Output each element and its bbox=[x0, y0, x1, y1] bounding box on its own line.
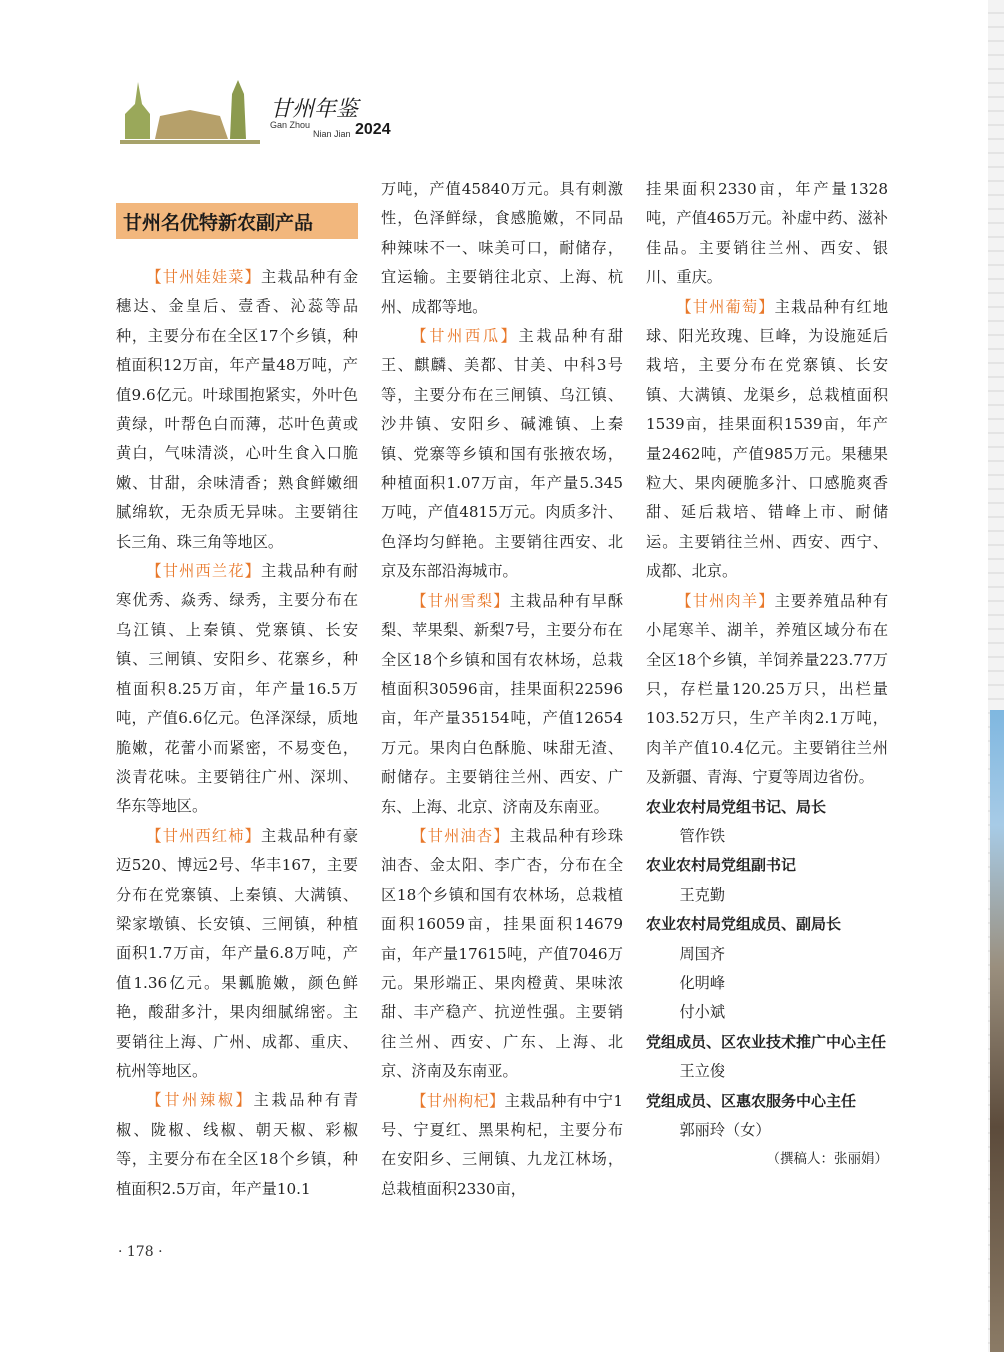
product-name: 【甘州西红柿】 bbox=[146, 826, 261, 845]
product-name: 【甘州雪梨】 bbox=[411, 591, 510, 610]
product-text: 挂果面积2330亩，年产量1328吨，产值465万元。补虚中药、滋补佳品。主要销往兰州、西安、银川、重庆。 bbox=[646, 180, 888, 287]
leader-name: 周国齐 bbox=[679, 944, 725, 963]
product-paragraph-continued bbox=[646, 175, 888, 293]
leader-role: 农业农村局党组成员、副局长 bbox=[646, 915, 842, 934]
product-text: 主栽品种有耐寒优秀、焱秀、绿秀，主要分布在乌江镇、上秦镇、党寨镇、长安镇、三闸镇、安阳乡、花寨乡，种植面积8.25万亩，年产量16.5万吨，产值6.6亿元。色泽深绿，质地脆嫩，花蕾小而紧密，不易变色，淡青花味。主要销往广州、深圳、华东等地区。 bbox=[116, 562, 359, 816]
product-name: 【甘州娃娃菜】 bbox=[146, 268, 261, 286]
product-paragraph bbox=[116, 1086, 358, 1204]
temple-roof bbox=[155, 110, 228, 139]
product-paragraph bbox=[381, 587, 623, 822]
product-name: 【甘州西瓜】 bbox=[411, 327, 519, 346]
product-paragraph bbox=[381, 322, 623, 587]
product-name: 【甘州葡萄】 bbox=[676, 297, 775, 316]
section-title: 甘州名优特新农副产品 bbox=[123, 212, 314, 234]
leader-name: 管作铁 bbox=[679, 826, 725, 845]
product-text: 主栽品种有早酥梨、苹果梨、新梨7号，主要分布在全区18个乡镇和国有农林场，总栽植面积30596亩，挂果面积22596亩，年产量35154吨，产值12654万元。果肉白色酥脆、味甜无渣、耐储存。主要销往兰州、西安、广东、上海、北京、济南及东南亚。 bbox=[381, 591, 624, 816]
product-text: 万吨，产值45840万元。具有刺激性，色泽鲜绿，食感脆嫩，不同品种辣味不一、味美可口，耐储存，宜运输。主要销往北京、上海、杭州、成都等地。 bbox=[381, 180, 623, 316]
product-text: 主栽品种有豪迈520、博远2号、华丰167，主要分布在党寨镇、上秦镇、大满镇、梁家墩镇、长安镇、三闸镇，种植面积1.7万亩，年产量6.8万吨，产值1.36亿元。果瓤脆嫩，颜色鲜艳，酸甜多汁，果肉细腻绵密。主要销往上海、广州、成都、重庆、杭州等地区。 bbox=[116, 826, 359, 1080]
product-paragraph bbox=[646, 293, 888, 587]
leader-role: 党组成员、区农业技术推广中心主任 bbox=[646, 1032, 887, 1051]
column-3 bbox=[646, 175, 888, 1175]
column-1 bbox=[116, 263, 358, 1204]
product-text: 主栽品种有金穗达、金皇后、壹香、沁蕊等品种，主要分布在全区17个乡镇，种植面积12万亩，年产量48万吨，产值9.6亿元。叶球围抱紧实，外叶色黄绿，叶帮色白而薄，芯叶色黄或黄白，气味清淡，心叶生食入口脆嫩、甘甜，余味清香；熟食鲜嫩细腻绵软，无杂质无异味。主要销往长三角、珠三角等地区。 bbox=[116, 268, 359, 551]
product-paragraph bbox=[381, 822, 623, 1087]
product-name: 【甘州枸杞】 bbox=[411, 1091, 505, 1110]
leader-role: 农业农村局党组副书记 bbox=[646, 856, 797, 875]
page-number: · 178 · bbox=[118, 1244, 163, 1260]
ground bbox=[120, 140, 260, 144]
product-paragraph bbox=[381, 1087, 623, 1205]
product-paragraph-continued bbox=[381, 175, 623, 322]
product-text: 主要养殖品种有小尾寒羊、湖羊，养殖区域分布在全区18个乡镇，羊饲养量223.77万只，存栏量120.25万只，出栏量103.52万只，生产羊肉2.1万吨，肉羊产值10.4亿元。主要销往兰州及新疆、青海、宁夏等周边省份。 bbox=[646, 591, 889, 787]
leader-role: 农业农村局党组书记、局长 bbox=[646, 797, 827, 816]
product-text: 主栽品种有中宁1号、宁夏红、黑果枸杞，主要分布在安阳乡、三闸镇、九龙江林场，总栽植面积2330亩， bbox=[381, 1091, 623, 1198]
logo-year: 2024 bbox=[355, 121, 391, 138]
logo-pinyin-2: Nian Jian bbox=[313, 129, 351, 139]
product-paragraph bbox=[116, 822, 358, 1087]
leader-name: 化明峰 bbox=[679, 973, 725, 992]
leader-role: 党组成员、区惠农服务中心主任 bbox=[646, 1091, 857, 1110]
section-title-box bbox=[116, 203, 358, 239]
edge-photo bbox=[990, 710, 1004, 1352]
pagoda-left bbox=[125, 82, 150, 139]
column-2 bbox=[381, 175, 623, 1204]
leader-name: 王克勤 bbox=[679, 885, 725, 904]
leader-name: 郭丽玲（女） bbox=[679, 1121, 771, 1139]
product-name: 【甘州油杏】 bbox=[411, 826, 510, 845]
product-name: 【甘州西兰花】 bbox=[146, 562, 261, 581]
product-paragraph bbox=[646, 587, 888, 793]
pagoda-right bbox=[230, 80, 246, 139]
product-text: 主栽品种有甜王、麒麟、美都、甘美、中科3号等，主要分布在三闸镇、乌江镇、沙井镇、安阳乡、碱滩镇、上秦镇、党寨等乡镇和国有张掖农场，种植面积1.07万亩，年产量5.345万吨，产值4815万元。肉质多汁、色泽均匀鲜艳。主要销往西安、北京及东部沿海城市。 bbox=[381, 327, 624, 581]
product-name: 【甘州辣椒】 bbox=[146, 1091, 254, 1110]
author-credit: （撰稿人：张丽娟） bbox=[766, 1151, 888, 1168]
leader-name: 王立俊 bbox=[679, 1062, 725, 1081]
product-text: 主栽品种有青椒、陇椒、线椒、朝天椒、彩椒等，主要分布在全区18个乡镇，种植面积2.5万亩，年产量10.1 bbox=[116, 1091, 359, 1198]
product-name: 【甘州肉羊】 bbox=[676, 591, 775, 610]
product-text: 主栽品种有珍珠油杏、金太阳、李广杏，分布在全区18个乡镇和国有农林场，总栽植面积16059亩，挂果面积14679亩，年产量17615吨，产值7046万元。果形端正、果肉橙黄、果味浓甜、丰产稳产、抗逆性强。主要销往兰州、西安、广东、上海、北京、济南及东南亚。 bbox=[381, 826, 624, 1081]
product-paragraph bbox=[116, 263, 358, 557]
product-paragraph bbox=[116, 557, 358, 822]
logo-pinyin-1: Gan Zhou bbox=[270, 120, 311, 130]
leader-name: 付小斌 bbox=[679, 1003, 725, 1022]
yearbook-logo-text: 甘州年鉴 bbox=[270, 97, 359, 122]
product-text: 主栽品种有红地球、阳光玫瑰、巨峰，为设施延后栽培，主要分布在党寨镇、长安镇、大满镇、龙渠乡，总栽植面积1539亩，挂果面积1539亩，年产量2462吨，产值985万元。果穗果粒大、果肉硬脆多汁、口感脆爽香甜、延后栽培、错峰上市、耐储运。主要销往兰州、西安、西宁、成都、北京。 bbox=[646, 297, 889, 581]
